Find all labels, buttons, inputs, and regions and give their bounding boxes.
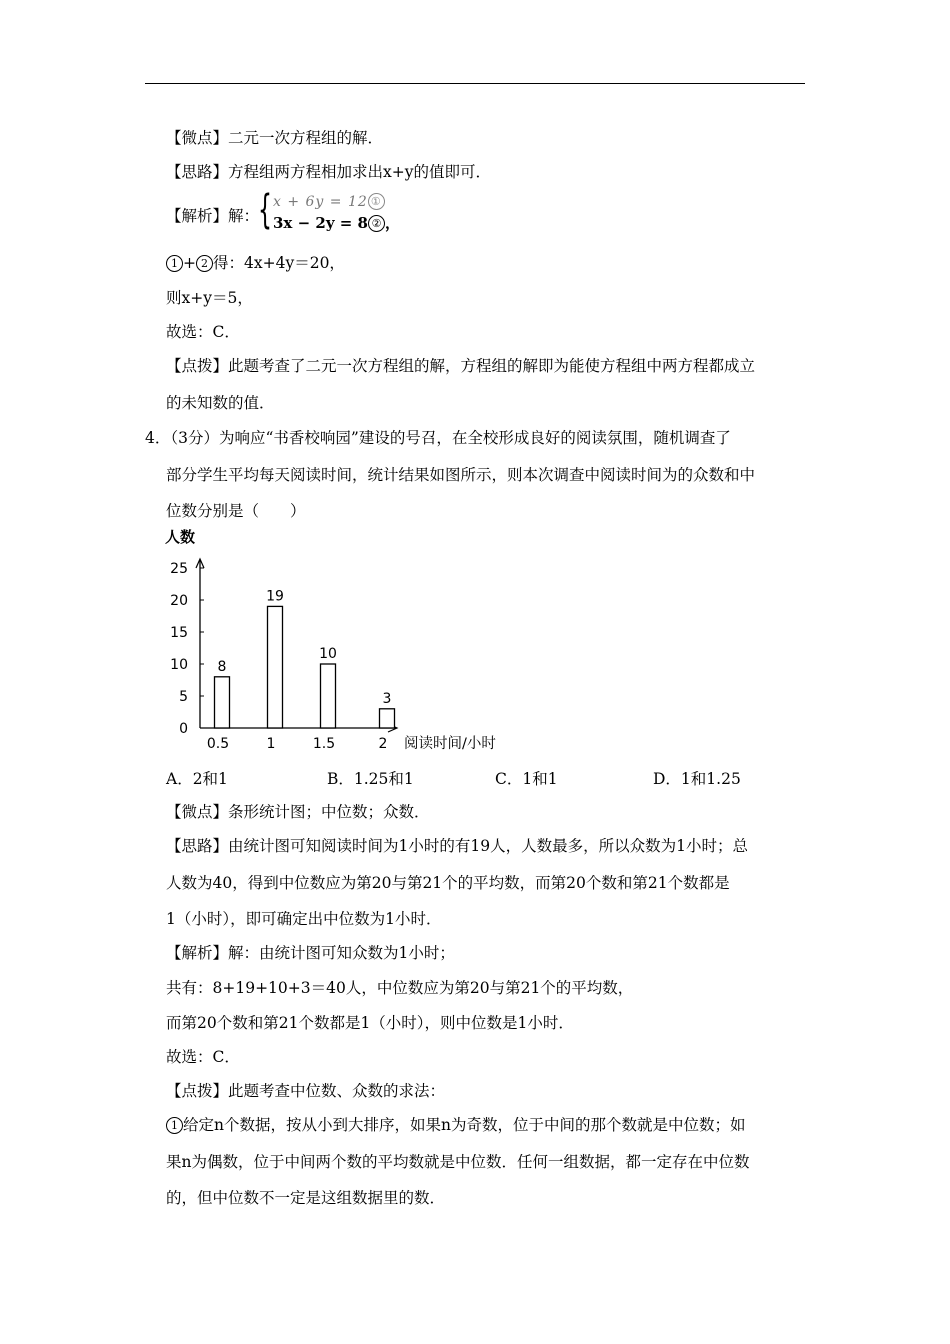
- option-b[interactable]: B．1.25和1: [327, 770, 414, 788]
- circled-number: 1: [166, 255, 183, 272]
- text-line: 1 给定n个数据，按从小到大排序，如果n为奇数，位于中间的那个数就是中位数；如: [166, 1115, 806, 1135]
- equation-system: [258, 187, 401, 235]
- text-line: 【解析】解：: [166, 207, 260, 225]
- y-tick-label: 0: [179, 721, 188, 737]
- text-line: 果n为偶数，位于中间两个数的平均数就是中位数．任何一组数据，都一定存在中位数: [166, 1153, 750, 1171]
- x-axis-label: 阅读时间/小时: [404, 736, 496, 752]
- bar-chart: [160, 524, 540, 754]
- text-line: 而第20个数和第21个数都是1（小时），则中位数是1小时．: [166, 1014, 574, 1032]
- y-tick-label: 10: [170, 657, 188, 673]
- text-line: 【微点】二元一次方程组的解．: [166, 129, 384, 147]
- text-line: 1 + 2 得：4x+4y＝20，: [166, 253, 806, 273]
- question-line: 部分学生平均每天阅读时间，统计结果如图所示，则本次调查中阅读时间为的众数和中: [166, 466, 756, 484]
- text-line: 故选：C．: [166, 1048, 240, 1066]
- data-label: 8: [217, 658, 227, 675]
- option-c[interactable]: C．1和1: [495, 770, 558, 788]
- question-line: 位数分别是（ ）: [166, 502, 306, 520]
- circled-number: 1: [166, 1117, 183, 1134]
- option-a[interactable]: A．2和1: [166, 770, 228, 788]
- y-tick-label: 25: [170, 561, 188, 577]
- bar: [380, 709, 395, 728]
- equation-1: x + 6y = 12 ①: [273, 193, 385, 210]
- data-label: 3: [382, 690, 392, 707]
- bar: [268, 606, 283, 728]
- circled-number: 2: [196, 255, 213, 272]
- y-axis-label: 人数: [165, 528, 196, 546]
- x-tick-label: 1.5: [312, 736, 336, 752]
- text-line: 共有：8+19+10+3＝40人，中位数应为第20与第21个的平均数，: [166, 979, 634, 997]
- bar: [215, 677, 230, 728]
- brace-icon: {: [258, 187, 272, 233]
- text-line: 【点拨】此题考查了二元一次方程组的解，方程组的解即为能使方程组中两方程都成立: [166, 357, 756, 375]
- text-line: 1（小时），即可确定出中位数为1小时．: [166, 910, 442, 928]
- text-line: 【思路】方程组两方程相加求出x+y的值即可．: [166, 163, 491, 181]
- y-tick-label: 15: [170, 625, 188, 641]
- data-label: 19: [266, 588, 284, 605]
- text-line: 则x+y＝5，: [166, 289, 253, 307]
- x-tick-label: 2: [378, 736, 388, 752]
- y-tick-label: 5: [179, 689, 188, 705]
- question-line: 4．（3分）为响应“书香校响园”建设的号召，在全校形成良好的阅读氛围，随机调查了: [145, 429, 731, 447]
- text-line: 【解析】解：由统计图可知众数为1小时；: [166, 944, 455, 962]
- text-line: 【点拨】此题考查中位数、众数的求法：: [166, 1082, 446, 1100]
- text-line: 的未知数的值．: [166, 394, 275, 412]
- equation-2: 3x − 2y = 8 ② ，: [273, 214, 401, 232]
- text-line: 【微点】条形统计图；中位数；众数．: [166, 803, 430, 821]
- text-line: 【思路】由统计图可知阅读时间为1小时的有19人，人数最多，所以众数为1小时；总: [166, 837, 748, 855]
- y-tick-label: 20: [170, 593, 188, 609]
- text-line: 故选：C．: [166, 323, 240, 341]
- option-d[interactable]: D．1和1.25: [653, 770, 741, 788]
- x-tick-label: 0.5: [206, 736, 230, 752]
- text-line: 的，但中位数不一定是这组数据里的数．: [166, 1189, 446, 1207]
- x-tick-label: 1: [266, 736, 276, 752]
- data-label: 10: [319, 646, 337, 662]
- text-line: 人数为40，得到中位数应为第20与第21个的平均数，而第20个数和第21个数都是: [166, 874, 730, 892]
- header-rule: [145, 83, 805, 84]
- bar: [321, 664, 336, 728]
